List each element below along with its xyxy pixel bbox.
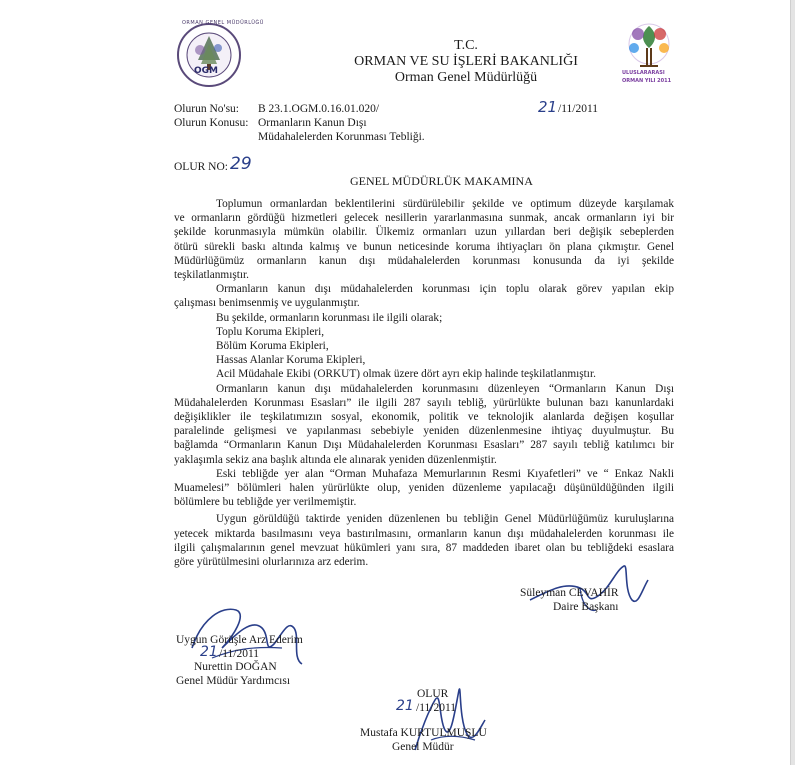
olur-no-value: B 23.1.OGM.0.16.01.020/ <box>258 103 380 115</box>
approval-date-handwritten: 21 <box>396 698 414 714</box>
date-handwritten: 21 <box>538 98 558 116</box>
forest-year-logo-text2: ORMAN YILI 2011 <box>622 78 672 84</box>
approval-date-printed: /11/2011 <box>416 702 457 714</box>
addressee: GENEL MÜDÜRLÜK MAKAMINA <box>350 174 533 188</box>
body-line: Müdahalelerden Korunması Esasları” ile ilgili 287 sayılı tebliğ, yürürlükte bulunan bazı kanunlardaki <box>174 396 674 409</box>
deputy-note: Uygun Görüşle Arz Ederim <box>176 634 303 646</box>
body-line: bağlamda “Ormanların Kanun Dışı Müdahalelerden Korunması Esasları” 287 sayılı tebliğ katılımcı bir <box>174 439 674 452</box>
signature-kurtulmuslu <box>395 670 505 770</box>
ogm-logo-ring-text: ORMAN GENEL MÜDÜRLÜĞÜ <box>182 20 264 26</box>
body-line: Muamelesi” bölümleri halen yürürlükte olup, yeniden düzenleme yapılacağı düşünüldüğünden ilgili <box>174 482 674 495</box>
body-line: Müdürlüğümüz ormanların kanun dışı müdahalelerden korunması konusunda da iyi şekilde <box>174 254 674 267</box>
ogm-logo <box>176 20 264 88</box>
approval-name: Mustafa KURTULMUŞLU <box>360 727 487 739</box>
list-item: Bölüm Koruma Ekipleri, <box>216 340 329 353</box>
deputy-name: Nurettin DOĞAN <box>194 661 277 673</box>
deputy-date-printed: /11/2011 <box>219 648 260 660</box>
body-line: ötürü sürekli baskı altında kalmış ve bunun neticesinde koruma ihtiyaçları ön plana çıkmıştır. Genel <box>174 240 674 253</box>
body-line: paralelinde gelişmesi ve yapılanması sebebiyle yeniden düzenlenmesine ihtiyaç duyulmuştur. Bu <box>174 425 674 438</box>
body-line: ilgili çalışmalarının genel mevzuat hükümleri yanı sıra, 87 maddeden ibaret olan bu tebliğdeki esaslara <box>174 541 674 554</box>
body-line: Ormanların kanun dışı müdahalelerden korunmasını düzenleyen “Ormanların Kanun Dışı <box>216 382 674 395</box>
body-line: şekilde korunmasıyla mümkün olabilir. Ülkemiz ormanları uzun yıllardan beri değişik sebeplerden <box>174 226 674 239</box>
date-printed: /11/2011 <box>558 103 599 115</box>
body-line: yaklaşımla sekiz ana başlık altında ele alınarak yeniden düzenlenmiştir. <box>174 453 497 466</box>
body-line: değişiklikler ile teşkilatımızın sosyal, ekonomik, politik ve teknolojik alanlarda değişen koşullar <box>174 411 674 424</box>
body-line: göre yürütülmesini olurlarınıza arz ederim. <box>174 556 369 569</box>
olur-konu-line2: Müdahalelerden Korunması Tebliği. <box>258 131 425 143</box>
header-directorate: Orman Genel Müdürlüğü <box>394 70 538 85</box>
body-line: bölümlere bu tebliğde yer verilmemiştir. <box>174 496 357 509</box>
body-line: ve ormanların gördüğü hizmetleri gelecek nesillerin yararlanmasına sunmak, ancak ormanların iyi bir <box>174 212 674 225</box>
olur-konu-label: Olurun Konusu: <box>174 117 249 129</box>
header-ministry: ORMAN VE SU İŞLERİ BAKANLIĞI <box>354 54 578 69</box>
body-line: Eski tebliğde yer alan “Orman Muhafaza Memurlarının Resmi Kıyafetleri” ve “ Enkaz Nakli <box>216 467 674 480</box>
signatory-title: Daire Başkanı <box>553 601 619 613</box>
body-line: Toplumun ormanlardan beklentilerini sürdürülebilir şekilde ve optimum düzeyde karşılamak <box>216 198 674 210</box>
olur-number-label: OLUR NO: <box>174 161 228 173</box>
body-line: yetecek miktarda basılmasını veya bastırılmasını, ormanların kanun dışı müdahalelerden korunması ile <box>174 527 674 540</box>
page-edge <box>790 0 795 765</box>
olur-number-value: 29 <box>230 154 252 174</box>
forest-year-logo-text1: ULUSLARARASI <box>622 70 665 76</box>
olur-konu-line1: Ormanların Kanun Dışı <box>258 117 367 129</box>
list-item: Acil Müdahale Ekibi (ORKUT) olmak üzere dört ayrı ekip halinde teşkilatlanmıştır. <box>216 368 596 381</box>
approval-title: Genel Müdür <box>392 741 454 753</box>
ogm-logo-text: OGM <box>194 66 218 76</box>
letter-body <box>174 197 674 569</box>
header-tc: T.C. <box>454 38 478 53</box>
body-line: teşkilatlanmıştır. <box>174 269 249 282</box>
approval-olur: OLUR <box>417 688 449 700</box>
body-line: Ormanların kanun dışı müdahalelerden korunması için toplu olarak görev yapılan ekip <box>216 283 674 296</box>
forest-year-logo <box>614 18 684 88</box>
deputy-title: Genel Müdür Yardımcısı <box>176 675 291 687</box>
olur-no-label: Olurun No'su: <box>174 103 240 115</box>
body-line: Uygun görüldüğü taktirde yeniden düzenlenen bu tebliğin Genel Müdürlüğümüz kuruluşlarına <box>216 513 674 526</box>
list-item: Toplu Koruma Ekipleri, <box>216 325 325 338</box>
signatory-name: Süleyman CEVAHİR <box>520 587 619 599</box>
list-item: Hassas Alanlar Koruma Ekipleri, <box>216 354 366 367</box>
body-line: Bu şekilde, ormanların korunması ile ilgili olarak; <box>216 311 443 324</box>
deputy-date-handwritten: 21 <box>200 644 218 660</box>
body-line: çalışması benimsenmiş ve uygulanmıştır. <box>174 297 360 310</box>
